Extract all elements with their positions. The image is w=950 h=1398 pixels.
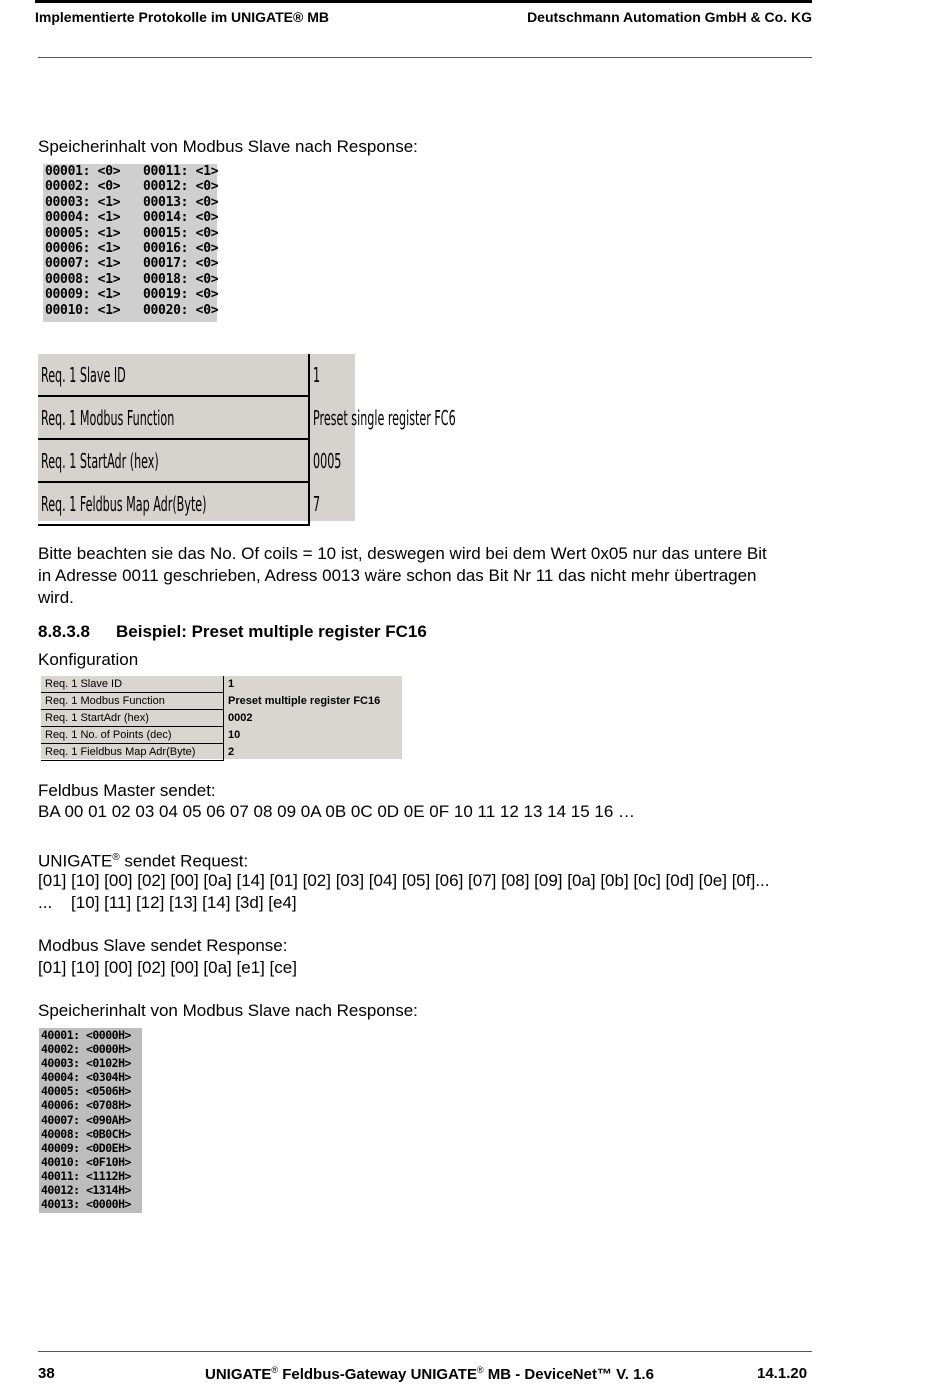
config-label: Req. 1 Modbus Function: [41, 405, 175, 430]
coil-entry: 00004: <1>: [45, 210, 121, 226]
coil-entry: 00006: <1>: [45, 241, 121, 257]
header-rule: [38, 57, 812, 58]
konfiguration-label: Konfiguration: [38, 650, 139, 669]
master-label: Feldbus Master sendet:: [38, 781, 216, 800]
note-line: Bitte beachten sie das No. Of coils = 10 ist, deswegen wird bei dem Wert 0x05 nur das untere Bit: [38, 544, 767, 563]
config-value[interactable]: 2: [228, 746, 235, 758]
config-value[interactable]: 10: [228, 729, 241, 741]
coil-entry: 00020: <0>: [143, 302, 219, 318]
footer-title-c: MB - DeviceNet™ V. 1.6: [483, 1366, 654, 1383]
coil-entry: 00013: <0>: [143, 194, 219, 210]
config-label: Req. 1 Modbus Function: [41, 693, 224, 710]
coil-entry: 00016: <0>: [143, 241, 219, 257]
note-paragraph: [38, 543, 818, 609]
register-entry: 40005: <0506H>: [41, 1084, 131, 1099]
register-entry: 40002: <0000H>: [41, 1042, 131, 1057]
config-value[interactable]: 0002: [228, 712, 253, 724]
register-entry: 40010: <0F10H>: [41, 1154, 131, 1169]
config-row: [38, 439, 543, 482]
register-entry: 40012: <1314H>: [41, 1183, 131, 1198]
coil-entry: 00007: <1>: [45, 256, 121, 272]
intro-label: Speicherinhalt von Modbus Slave nach Response:: [38, 137, 418, 156]
config-row: [41, 676, 402, 693]
register-entry: 40013: <0000H>: [41, 1197, 131, 1212]
config-table-fc16: [41, 676, 402, 759]
header-top-rule: [35, 0, 812, 3]
config-row: [41, 710, 402, 727]
unigate-label-pre: UNIGATE: [38, 851, 113, 871]
config-row: [38, 396, 543, 439]
config-value[interactable]: 1: [228, 678, 235, 691]
coil-entry: 00010: <1>: [45, 302, 121, 318]
register-entry: 40004: <0304H>: [41, 1070, 131, 1085]
footer-title: [205, 1365, 654, 1383]
section-number: 8.8.3.8: [38, 622, 90, 641]
register-entry: 40003: <0102H>: [41, 1056, 131, 1071]
coil-entry: 00011: <1>: [143, 164, 219, 179]
config-row: [41, 727, 402, 744]
register-entry: 40001: <0000H>: [41, 1028, 131, 1042]
register-entry: 40007: <090AH>: [41, 1112, 131, 1127]
register-memory-dump: [39, 1028, 142, 1213]
registered-mark: ®: [112, 852, 120, 863]
unigate-request-line-1: [01] [10] [00] [02] [00] [0a] [14] [01] [02] [03] [04] [05] [06] [07] [08] [09] [0a] [0b] [0c] [0d] [0e] [0f]...: [38, 871, 770, 890]
config-row: [38, 354, 543, 396]
config-label: Req. 1 Fieldbus Map Adr(Byte): [41, 744, 224, 761]
config-value[interactable]: 1: [312, 363, 321, 387]
registered-mark: ®: [476, 1365, 484, 1375]
config-value[interactable]: 0005: [312, 448, 342, 473]
coil-entry: 00018: <0>: [143, 271, 219, 287]
outro-label: Speicherinhalt von Modbus Slave nach Response:: [38, 1001, 418, 1020]
config-value[interactable]: Preset single register FC6: [312, 405, 456, 430]
config-label: Req. 1 Slave ID: [41, 362, 126, 387]
coil-entry: 00017: <0>: [143, 256, 219, 272]
coil-entry: 00008: <1>: [45, 271, 121, 287]
footer-title-b: Feldbus-Gateway UNIGATE: [278, 1366, 477, 1383]
register-entry: 40009: <0D0EH>: [41, 1140, 131, 1155]
coil-memory-dump: [43, 164, 217, 322]
coil-entry: 00003: <1>: [45, 194, 121, 210]
coil-entry: 00009: <1>: [45, 287, 121, 303]
registered-mark: ®: [271, 1365, 279, 1375]
note-line: in Adresse 0011 geschrieben, Adress 0013 wäre schon das Bit Nr 11 das nicht mehr übertragen: [38, 566, 757, 585]
slave-response-label: Modbus Slave sendet Response:: [38, 936, 288, 955]
footer-rule: [38, 1351, 812, 1352]
config-value[interactable]: 7: [312, 491, 321, 516]
config-table-fc6: [38, 354, 456, 521]
slave-response-data: [01] [10] [00] [02] [00] [0a] [e1] [ce]: [38, 958, 297, 977]
coil-entry: 00019: <0>: [143, 287, 219, 303]
footer-page-number: 38: [38, 1365, 55, 1382]
coil-entry: 00001: <0>: [45, 164, 121, 179]
footer-date: 14.1.20: [757, 1365, 808, 1382]
config-row: [38, 482, 543, 525]
coil-entry: 00002: <0>: [45, 179, 121, 195]
config-label: Req. 1 Feldbus Map Adr(Byte): [41, 491, 207, 516]
register-entry: 40008: <0B0CH>: [41, 1126, 131, 1141]
unigate-label: [38, 847, 248, 873]
note-line: wird.: [38, 588, 74, 607]
coil-entry: 00014: <0>: [143, 210, 219, 226]
coil-entry: 00015: <0>: [143, 225, 219, 241]
coil-entry: 00012: <0>: [143, 179, 219, 195]
master-data: BA 00 01 02 03 04 05 06 07 08 09 0A 0B 0C 0D 0E 0F 10 11 12 13 14 15 16 …: [38, 802, 636, 821]
unigate-request-line-2: ... [10] [11] [12] [13] [14] [3d] [e4]: [38, 893, 297, 912]
register-entry: 40006: <0708H>: [41, 1098, 131, 1113]
section-title: Beispiel: Preset multiple register FC16: [116, 622, 427, 641]
config-row: [41, 744, 402, 761]
config-row: [41, 693, 402, 710]
coil-entry: 00005: <1>: [45, 225, 121, 241]
config-label: Req. 1 StartAdr (hex): [41, 710, 224, 727]
register-entry: 40011: <1112H>: [41, 1168, 131, 1183]
config-value[interactable]: Preset multiple register FC16: [228, 695, 381, 707]
unigate-label-post: sendet Request:: [119, 851, 249, 871]
config-label: Req. 1 Slave ID: [41, 676, 224, 693]
config-label: Req. 1 No. of Points (dec): [41, 727, 224, 744]
config-label: Req. 1 StartAdr (hex): [41, 448, 159, 473]
header-left-title: Implementierte Protokolle im UNIGATE® MB: [35, 9, 329, 25]
footer-title-a: UNIGATE: [205, 1366, 272, 1383]
header-right-company: Deutschmann Automation GmbH & Co. KG: [527, 9, 812, 25]
